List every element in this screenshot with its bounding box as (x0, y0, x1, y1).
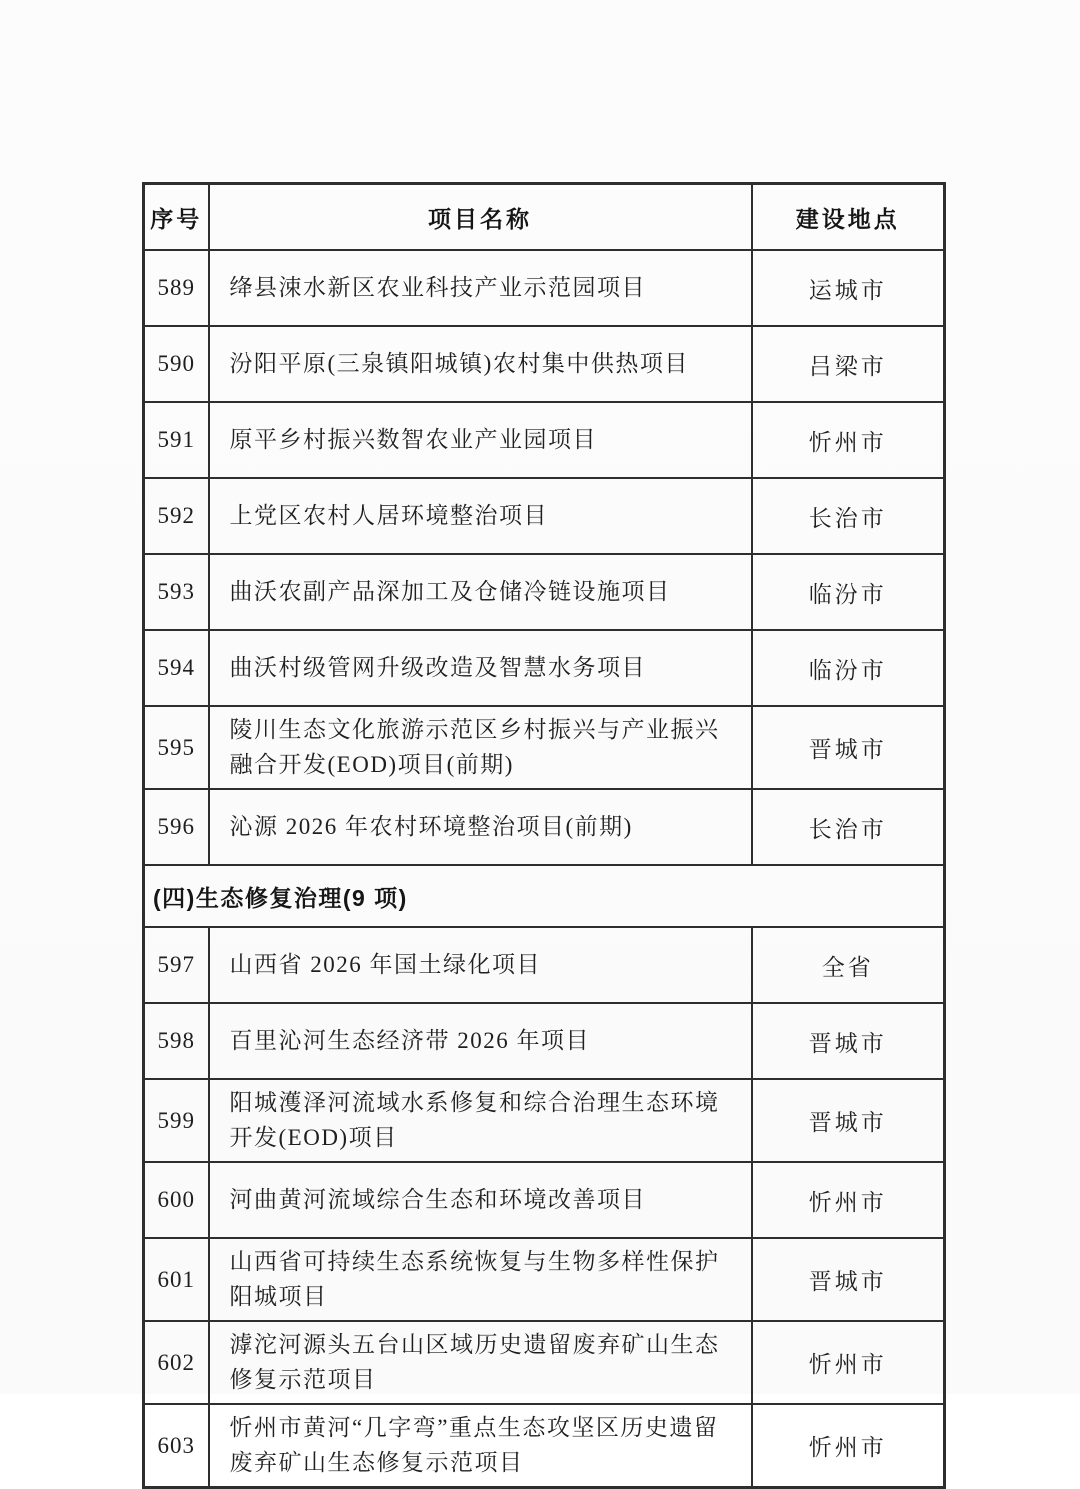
table-row (144, 1404, 945, 1488)
row-serial-number: 591 (144, 402, 209, 478)
project-name: 绛县涑水新区农业科技产业示范园项目 (209, 250, 752, 326)
table-row (144, 326, 945, 402)
project-location: 晋城市 (752, 1238, 945, 1321)
table-row (144, 706, 945, 789)
project-location: 长治市 (752, 789, 945, 865)
project-name: 山西省 2026 年国土绿化项目 (209, 927, 752, 1003)
project-name: 上党区农村人居环境整治项目 (209, 478, 752, 554)
col-header-project-name: 项目名称 (209, 184, 752, 251)
table-row (144, 630, 945, 706)
row-serial-number: 593 (144, 554, 209, 630)
project-name: 沁源 2026 年农村环境整治项目(前期) (209, 789, 752, 865)
project-location: 忻州市 (752, 1321, 945, 1404)
project-location: 晋城市 (752, 1003, 945, 1079)
project-location: 全省 (752, 927, 945, 1003)
table-row (144, 478, 945, 554)
project-name: 滹沱河源头五台山区域历史遗留废弃矿山生态修复示范项目 (209, 1321, 752, 1404)
project-location: 忻州市 (752, 402, 945, 478)
project-table (142, 182, 946, 1489)
table-row (144, 554, 945, 630)
row-serial-number: 599 (144, 1079, 209, 1162)
project-location: 运城市 (752, 250, 945, 326)
project-location: 长治市 (752, 478, 945, 554)
table-row (144, 1321, 945, 1404)
project-name: 曲沃村级管网升级改造及智慧水务项目 (209, 630, 752, 706)
project-location: 晋城市 (752, 1079, 945, 1162)
row-serial-number: 598 (144, 1003, 209, 1079)
row-serial-number: 589 (144, 250, 209, 326)
row-serial-number: 590 (144, 326, 209, 402)
table-row (144, 1003, 945, 1079)
project-name: 忻州市黄河“几字弯”重点生态攻坚区历史遗留废弃矿山生态修复示范项目 (209, 1404, 752, 1488)
project-location: 忻州市 (752, 1162, 945, 1238)
project-name: 河曲黄河流域综合生态和环境改善项目 (209, 1162, 752, 1238)
project-location: 临汾市 (752, 630, 945, 706)
section-header-row (144, 865, 945, 927)
project-table-container (142, 182, 946, 1489)
project-name: 百里沁河生态经济带 2026 年项目 (209, 1003, 752, 1079)
section-header-label: (四)生态修复治理(9 项) (144, 865, 945, 927)
project-name: 汾阳平原(三泉镇阳城镇)农村集中供热项目 (209, 326, 752, 402)
table-header-row (144, 184, 945, 251)
row-serial-number: 600 (144, 1162, 209, 1238)
row-serial-number: 595 (144, 706, 209, 789)
row-serial-number: 602 (144, 1321, 209, 1404)
project-name: 曲沃农副产品深加工及仓储冷链设施项目 (209, 554, 752, 630)
project-name: 阳城濩泽河流域水系修复和综合治理生态环境开发(EOD)项目 (209, 1079, 752, 1162)
table-row (144, 927, 945, 1003)
project-name: 山西省可持续生态系统恢复与生物多样性保护阳城项目 (209, 1238, 752, 1321)
project-name: 原平乡村振兴数智农业产业园项目 (209, 402, 752, 478)
table-row (144, 402, 945, 478)
table-body (144, 250, 945, 1488)
project-location: 吕梁市 (752, 326, 945, 402)
table-row (144, 1079, 945, 1162)
project-location: 临汾市 (752, 554, 945, 630)
row-serial-number: 597 (144, 927, 209, 1003)
row-serial-number: 601 (144, 1238, 209, 1321)
col-header-serial-number: 序号 (144, 184, 209, 251)
row-serial-number: 594 (144, 630, 209, 706)
row-serial-number: 603 (144, 1404, 209, 1488)
project-location: 忻州市 (752, 1404, 945, 1488)
table-row (144, 1238, 945, 1321)
row-serial-number: 596 (144, 789, 209, 865)
project-name: 陵川生态文化旅游示范区乡村振兴与产业振兴融合开发(EOD)项目(前期) (209, 706, 752, 789)
table-row (144, 1162, 945, 1238)
table-row (144, 789, 945, 865)
project-location: 晋城市 (752, 706, 945, 789)
table-row (144, 250, 945, 326)
col-header-location: 建设地点 (752, 184, 945, 251)
row-serial-number: 592 (144, 478, 209, 554)
